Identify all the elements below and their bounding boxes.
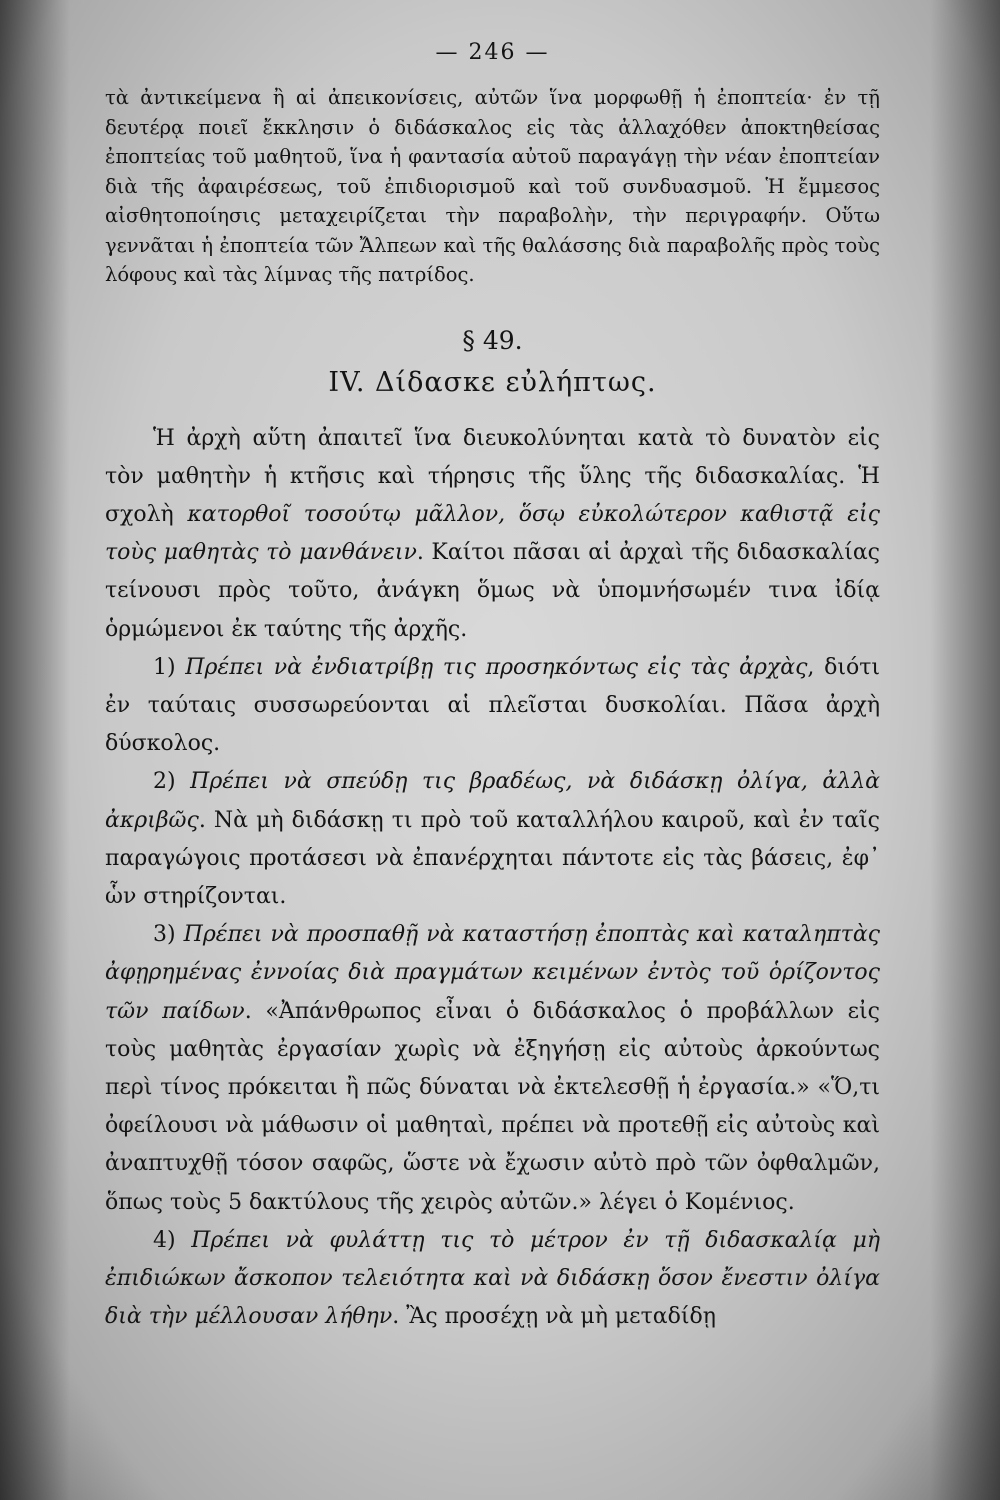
paragraph-segment: , διότι ἐν ταύταις συσσωρεύονται αἱ πλεῖσται δυσκολίαι. Πᾶσα ἀρχὴ δύσκολος. xyxy=(105,654,881,757)
paragraph-segment-italic: Πρέπει νὰ προσπαθῇ νὰ καταστήσῃ ἐποπτὰς καὶ καταληπτὰς ἀφῃρημένας ἐννοίας διὰ πραγμάτων κειμένων ἐντὸς τοῦ ὁρίζοντος τῶν παίδων xyxy=(105,922,880,1024)
paragraph-segment-italic: Πρέπει νὰ σπεύδῃ τις βραδέως, νὰ διδάσκῃ ὀλίγα, ἀλλὰ ἀκριβῶς xyxy=(105,769,880,833)
paragraph-segment: . «Ἀπάνθρωπος εἶναι ὁ διδάσκαλος ὁ προβάλλων εἰς τοὺς μαθητὰς ἐργασίαν χωρὶς νὰ ἐξηγήσῃ εἰς αὐτοὺς ἀρκούντως περὶ τίνος πρόκειται ἢ πῶς δύναται νὰ ἐκτελεσθῇ ἡ ἐργασία.» «Ὅ,τι ὀφείλουσι νὰ μάθωσιν οἱ μαθηταὶ, πρέπει νὰ προτεθῇ εἰς αὐτοὺς καὶ ἀναπτυχθῇ τόσον σαφῶς, ὥστε νὰ ἔχωσιν αὐτὸ πρὸ τῶν ὀφθαλμῶν, ὅπως τοὺς 5 δακτύλους τῆς χειρὸς αὐτῶν.» λέγει ὁ Κομένιος. xyxy=(105,998,880,1215)
paragraph-segment: . Νὰ μὴ διδάσκῃ τι πρὸ τοῦ καταλλήλου καιροῦ, καὶ ἐν ταῖς παραγώγοις προτάσεσι νὰ ἐπανέρχηται πάντοτε εἰς τὰς βάσεις, ἐφ᾽ ὧν στηρίζονται. xyxy=(105,807,880,909)
paragraph-segment-italic: Πρέπει νὰ φυλάττῃ τις τὸ μέτρον ἐν τῇ διδασκαλίᾳ μὴ ἐπιδιώκων ἄσκοπον τελειότητα καὶ νὰ διδάσκῃ ὅσον ἔνεστιν ὀλίγα διὰ τὴν μέλλουσαν λήθην xyxy=(105,1227,880,1330)
body-paragraph-2 xyxy=(105,649,880,764)
paragraph-segment: . Καίτοι πᾶσαι αἱ ἀρχαὶ τῆς διδασκαλίας τείνουσι πρὸς τοῦτο, ἀνάγκη ὅμως νὰ ὑπομνήσωμέν τινα ἰδίᾳ ὁρμώμενοι ἐκ ταύτης τῆς ἀρχῆς. xyxy=(105,540,880,642)
intro-paragraph: τὰ ἀντικείμενα ἢ αἱ ἀπεικονίσεις, αὐτῶν ἵνα μορφωθῇ ἡ ἐποπτεία· ἐν τῇ δευτέρᾳ ποιεῖ ἔκκλησιν ὁ διδάσκαλος εἰς τὰς ἀλλαχόθεν ἀποκτηθείσας ἐποπτείας τοῦ μαθητοῦ, ἵνα ἡ φαντασία αὐτοῦ παραγάγῃ τὴν νέαν ἐποπτείαν διὰ τῆς ἀφαιρέσεως, τοῦ ἐπιδιορισμοῦ καὶ τοῦ συνδυασμοῦ. Ἡ ἔμμεσος αἰσθητοποίησις μεταχειρίζεται τὴν παραβολὴν, τὴν περιγραφήν. Οὕτω γεννᾶται ἡ ἐποπτεία τῶν Ἄλπεων καὶ τῆς θαλάσσης διὰ παραβολῆς πρὸς τοὺς λόφους καὶ τὰς λίμνας τῆς πατρίδος. xyxy=(105,86,880,286)
paragraph-segment: 4) xyxy=(153,1227,192,1253)
paragraph-segment: 3) xyxy=(153,922,184,948)
paragraph-segment-italic: κατορθοῖ τοσούτῳ μᾶλλον, ὅσῳ εὐκολώτερον καθιστᾷ εἰς τοὺς μαθητὰς τὸ μανθάνειν xyxy=(105,501,880,566)
section-mark: § 49. xyxy=(462,325,523,355)
body-paragraph-5 xyxy=(105,1222,880,1337)
body-paragraph-4 xyxy=(105,916,880,1222)
paragraph-segment: 2) xyxy=(153,769,191,795)
page-number: — 246 — xyxy=(435,40,550,65)
right-edge-shadow xyxy=(930,0,1000,1500)
paragraph-segment-italic: Πρέπει νὰ ἐνδιατρίβῃ τις προσηκόντως εἰς τὰς ἀρχὰς xyxy=(185,654,808,680)
paragraph-segment: 1) xyxy=(153,654,186,680)
paragraph-segment: Ἡ ἀρχὴ αὕτη ἀπαιτεῖ ἵνα διευκολύνηται κατὰ τὸ δυνατὸν εἰς τὸν μαθητὴν ἡ κτῆσις καὶ τήρησις τῆς ὕλης τῆς διδασκαλίας. Ἡ σχολὴ xyxy=(105,425,880,527)
section-body xyxy=(105,420,880,1337)
body-paragraph-1 xyxy=(105,420,880,649)
section-title: IV. Δίδασκε εὐλήπτως. xyxy=(328,366,657,398)
left-edge-shadow xyxy=(0,0,70,1500)
paragraph-segment: . Ἂς προσέχῃ νὰ μὴ μεταδίδῃ xyxy=(392,1304,716,1330)
page-text xyxy=(105,40,880,1336)
body-paragraph-3 xyxy=(105,763,880,916)
